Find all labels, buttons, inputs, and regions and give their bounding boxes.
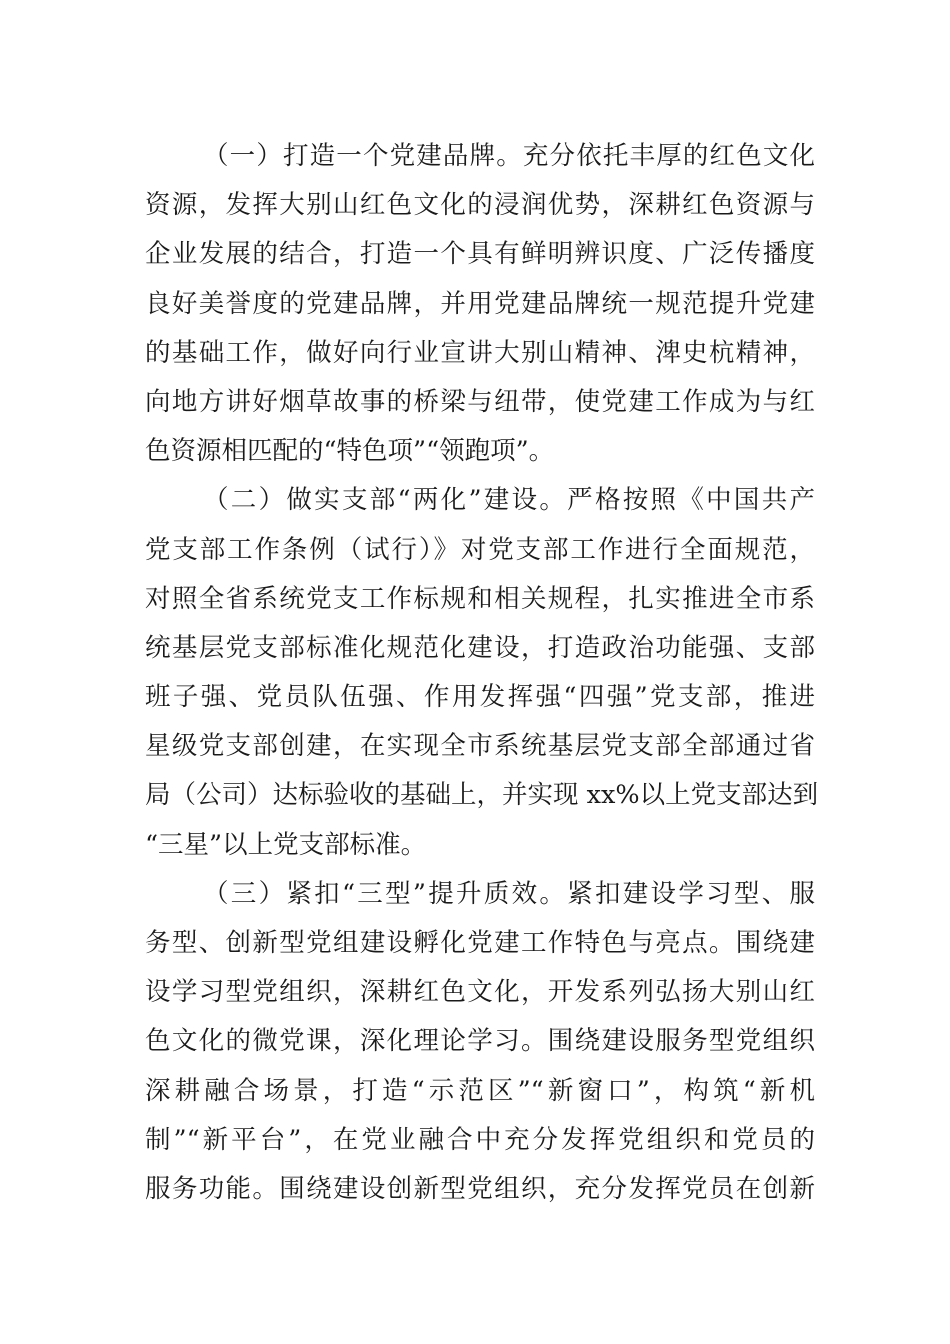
paragraph-line: 企业发展的结合，打造一个具有鲜明辨识度、广泛传播度 [145,239,815,270]
paragraph-line: 局（公司）达标验收的基础上，并实现 xx%以上党支部达到 [145,780,819,811]
paragraph-line: “三星”以上党支部标准。 [145,829,427,860]
paragraph-line: 制”“新平台”，在党业融合中充分发挥党组织和党员的 [145,1124,815,1155]
paragraph-line: 设学习型党组织，深耕红色文化，开发系列弘扬大别山红 [145,977,815,1008]
paragraph-1 [145,132,815,476]
paragraph-line: 色文化的微党课，深化理论学习。围绕建设服务型党组织 [145,1026,815,1057]
paragraph-line: 色资源相匹配的“特色项”“领跑项”。 [145,436,555,467]
paragraph-line: （一）打造一个党建品牌。充分依托丰厚的红色文化 [203,141,815,171]
paragraph-3 [145,870,815,1214]
paragraph-line: 务型、创新型党组建设孵化党建工作特色与亮点。围绕建 [145,928,815,958]
paragraph-line: 向地方讲好烟草故事的桥梁与纽带，使党建工作成为与红 [145,386,815,417]
paragraph-line: 党支部工作条例（试行）》对党支部工作进行全面规范， [145,534,815,565]
paragraph-line: （二）做实支部“两化”建设。严格按照《中国共产 [203,485,815,516]
paragraph-line: 统基层党支部标准化规范化建设，打造政治功能强、支部 [145,632,815,663]
paragraph-line: 资源，发挥大别山红色文化的浸润优势，深耕红色资源与 [145,190,815,221]
paragraph-line: 深耕融合场景，打造“示范区”“新窗口”，构筑“新机 [145,1075,815,1106]
paragraph-line: 对照全省系统党支工作标规和相关规程，扎实推进全市系 [145,583,815,614]
paragraph-2 [145,476,819,870]
paragraph-line: 的基础工作，做好向行业宣讲大别山精神、渒史杭精神， [145,337,815,368]
paragraph-line: 良好美誉度的党建品牌，并用党建品牌统一规范提升党建 [145,288,815,319]
paragraph-line: 星级党支部创建，在实现全市系统基层党支部全部通过省 [145,731,815,762]
document-body [145,132,819,1214]
paragraph-line: （三）紧扣“三型”提升质效。紧扣建设学习型、服 [203,878,815,909]
paragraph-line: 服务功能。围绕建设创新型党组织，充分发挥党员在创新 [145,1173,815,1204]
paragraph-line: 班子强、党员队伍强、作用发挥强“四强”党支部，推进 [145,682,815,713]
